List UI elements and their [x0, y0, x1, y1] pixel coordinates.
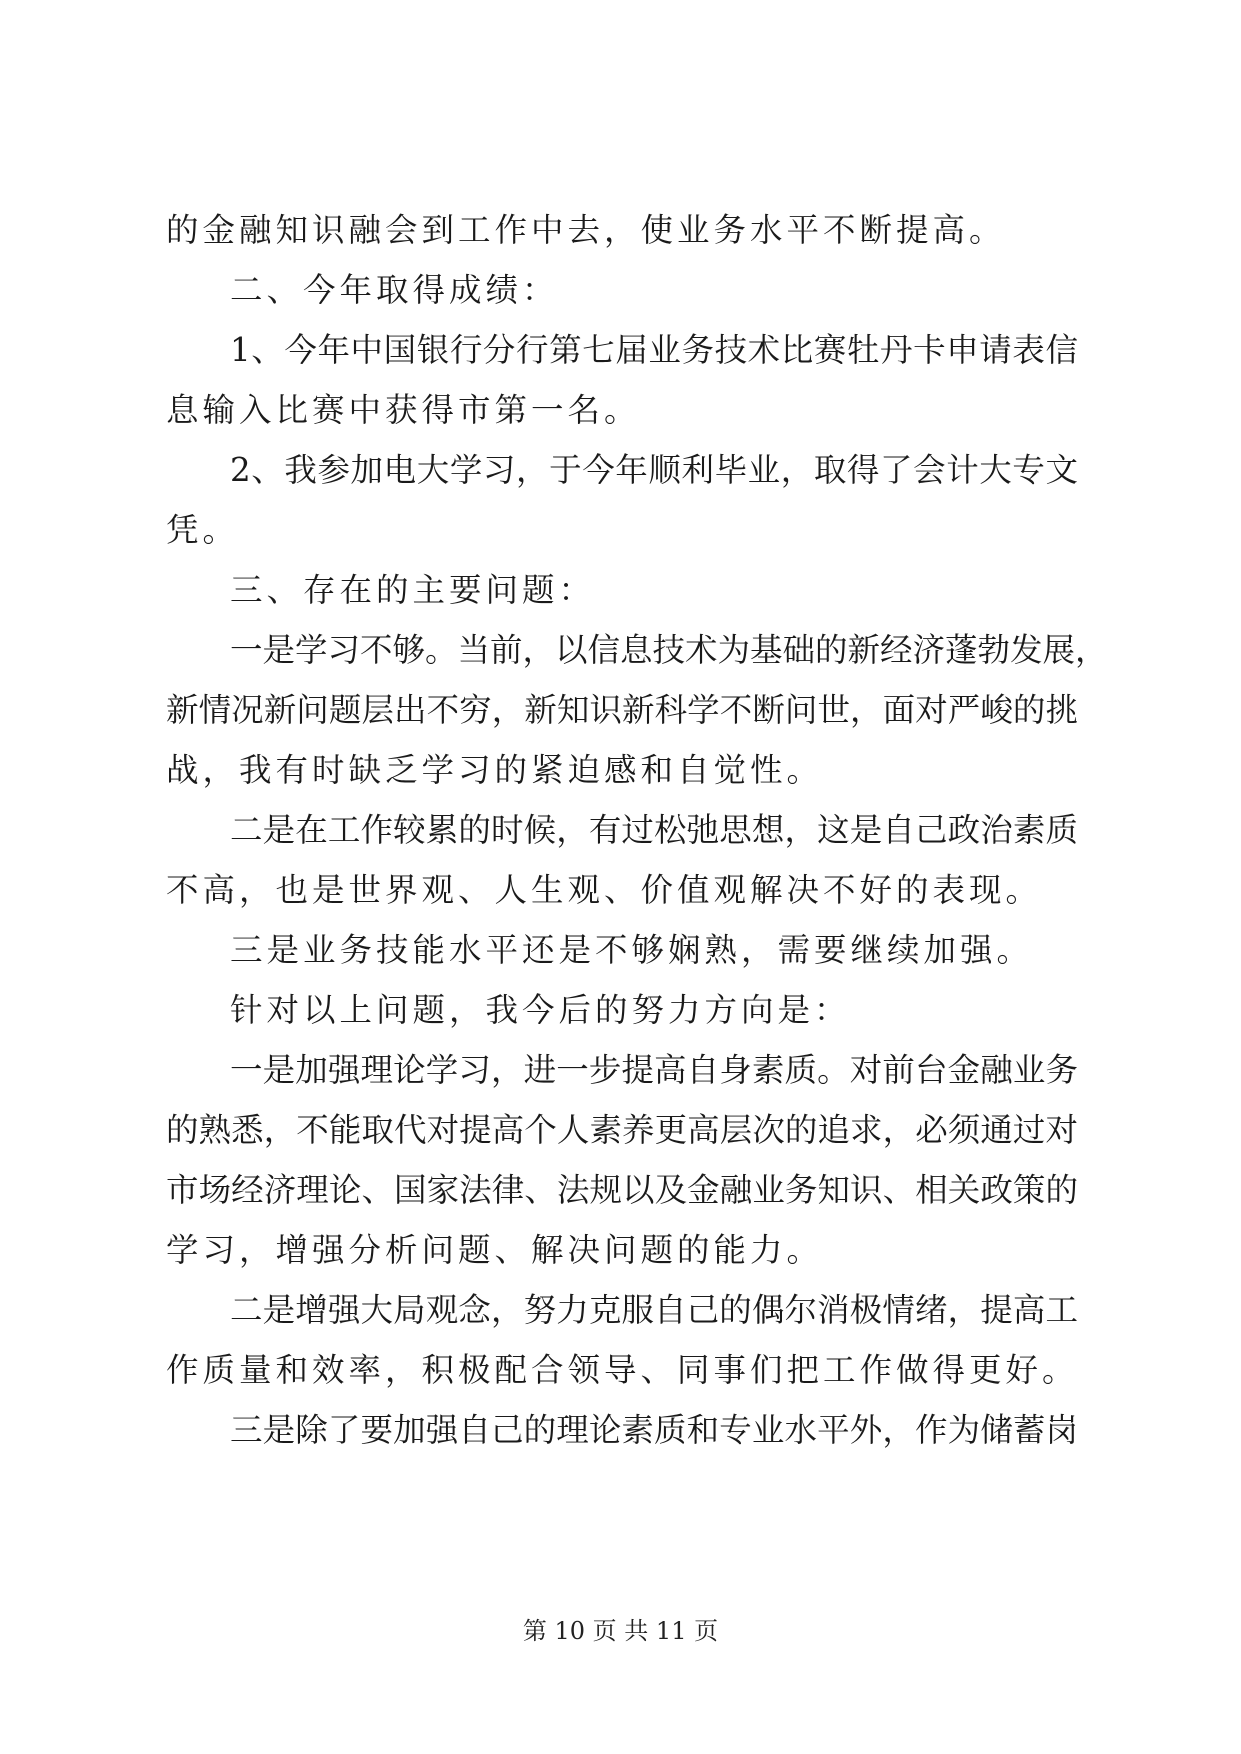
page-number-footer: 第 10 页 共 11 页	[522, 1617, 719, 1645]
text-line-1: 的金融知识融会到工作中去，使业务水平不断提高。	[166, 211, 1006, 249]
text-line-5: 2、我参加电大学习，于今年顺利毕业，取得了会计大专文	[230, 451, 1078, 489]
text-line-14: 针对以上问题，我今后的努力方向是：	[230, 991, 851, 1029]
text-line-20: 作质量和效率，积极配合领导、同事们把工作做得更好。	[166, 1351, 1079, 1389]
text-line-12: 不高，也是世界观、人生观、价值观解决不好的表现。	[166, 871, 1043, 909]
text-line-16: 的熟悉，不能取代对提高个人素养更高层次的追求，必须通过对	[166, 1111, 1078, 1149]
text-line-18: 学习，增强分析问题、解决问题的能力。	[166, 1231, 824, 1269]
text-line-6: 凭。	[166, 511, 240, 549]
text-line-4: 息输入比赛中获得市第一名。	[166, 391, 641, 429]
text-line-15: 一是加强理论学习，进一步提高自身素质。对前台金融业务	[230, 1051, 1078, 1089]
text-line-19: 二是增强大局观念，努力克服自己的偶尔消极情绪，提高工	[230, 1291, 1078, 1329]
text-line-17: 市场经济理论、国家法律、法规以及金融业务知识、相关政策的	[166, 1171, 1078, 1209]
section-heading-achievements: 二、今年取得成绩：	[230, 271, 559, 309]
text-line-21: 三是除了要加强自己的理论素质和专业水平外，作为储蓄岗	[230, 1411, 1078, 1449]
text-line-11: 二是在工作较累的时候，有过松弛思想，这是自己政治素质	[230, 811, 1078, 849]
text-line-3: 1、今年中国银行分行第七届业务技术比赛牡丹卡申请表信	[230, 331, 1078, 369]
text-line-13: 三是业务技能水平还是不够娴熟，需要继续加强。	[230, 931, 1034, 969]
text-line-9: 新情况新问题层出不穷，新知识新科学不断问世，面对严峻的挑	[166, 691, 1078, 729]
section-heading-problems: 三、存在的主要问题：	[230, 571, 596, 609]
text-line-8: 一是学习不够。当前，以信息技术为基础的新经济蓬勃发展，	[230, 631, 1108, 669]
text-line-10: 战，我有时缺乏学习的紧迫感和自觉性。	[166, 751, 824, 789]
